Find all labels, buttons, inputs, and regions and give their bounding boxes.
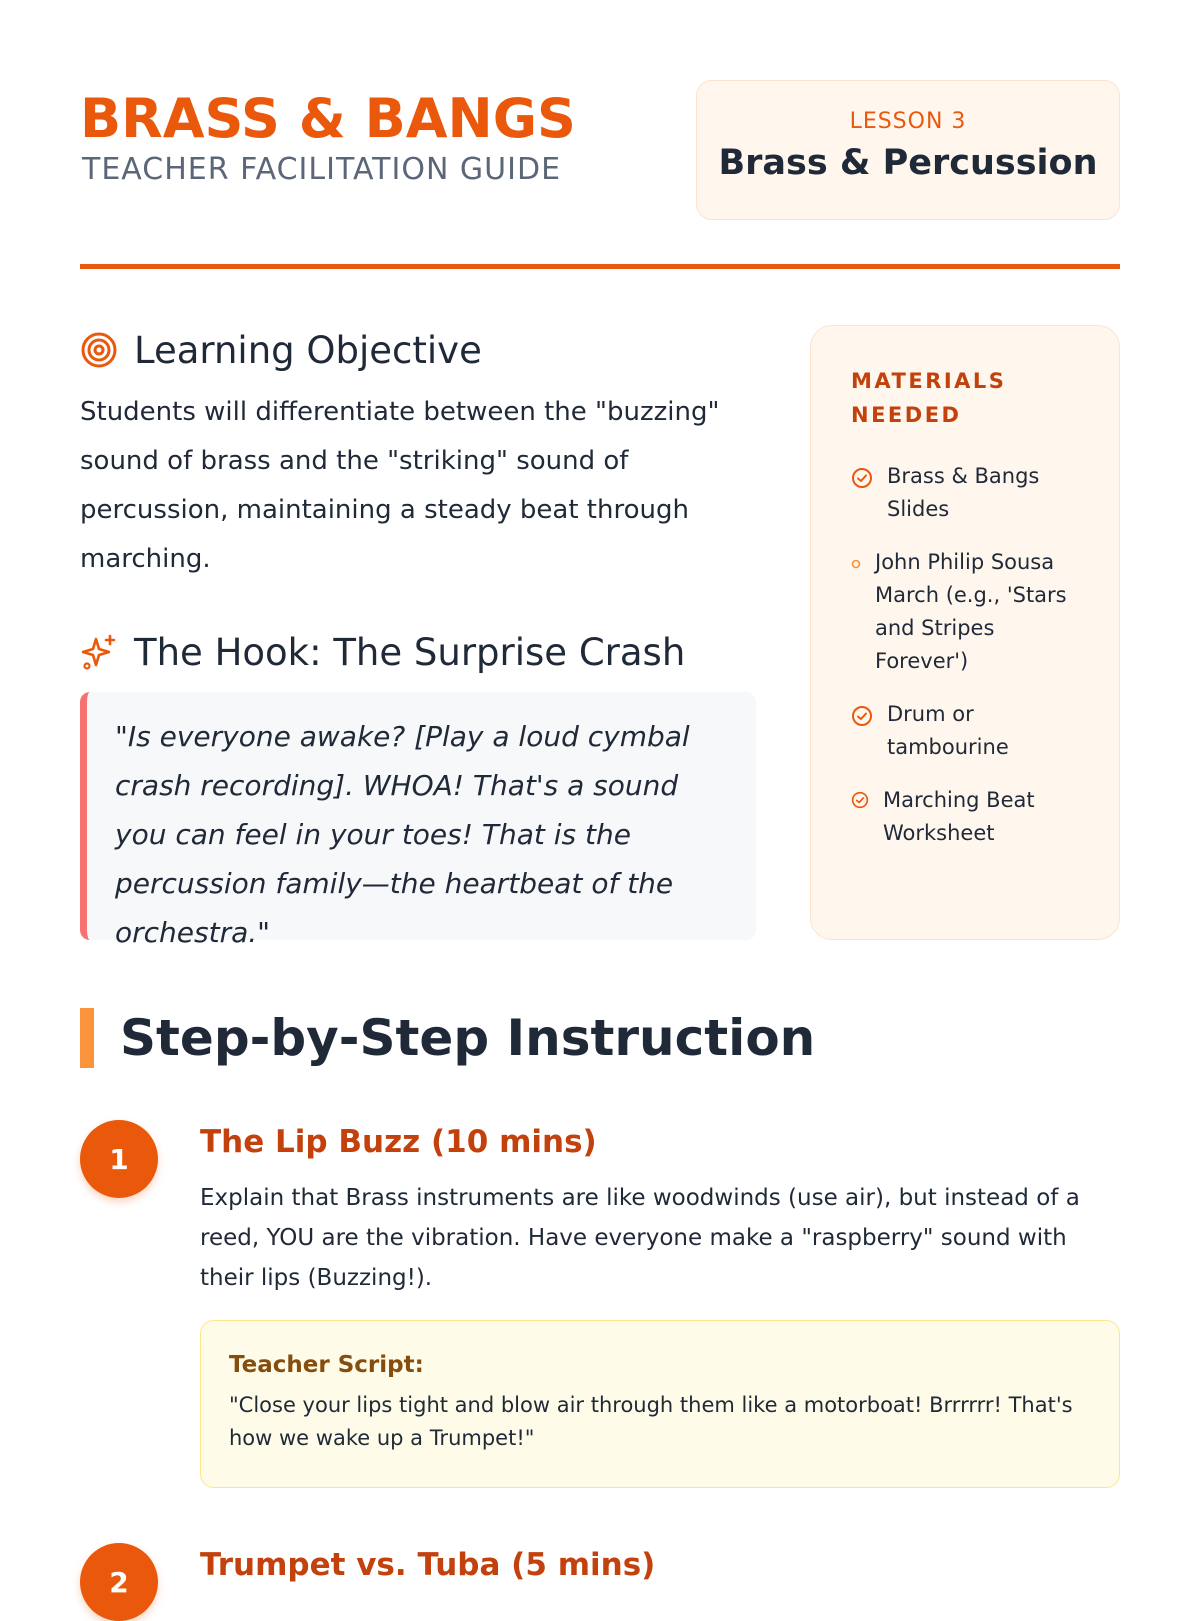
objective-heading-row bbox=[80, 326, 482, 374]
step-text: Explain that Brass instruments are like woodwinds (use air), but instead of a reed, YOU are the vibration. Have everyone make a "raspberry" sound with their lips (Buzzing!). bbox=[200, 1185, 1080, 1291]
step-number-badge: 2 bbox=[80, 1543, 158, 1621]
list-item bbox=[851, 698, 1089, 764]
hook-heading: The Hook: The Surprise Crash bbox=[134, 630, 686, 674]
list-item bbox=[851, 546, 1089, 678]
hook-quote-box bbox=[80, 692, 756, 949]
material-label: Brass & Bangs Slides bbox=[887, 464, 1040, 521]
materials-list bbox=[851, 460, 1089, 850]
material-label: John Philip Sousa March (e.g., 'Stars and Stripes Forever') bbox=[875, 550, 1067, 673]
objective-text: Students will differentiate between the "buzzing" sound of brass and the "striking" sound of percussion, maintaining a steady beat through marching. bbox=[80, 397, 720, 574]
brand-title: BRASS & BANGS bbox=[80, 87, 576, 150]
materials-card bbox=[810, 325, 1120, 940]
list-item bbox=[851, 784, 1089, 850]
material-label: Drum or tambourine bbox=[887, 702, 1009, 759]
objective-heading: Learning Objective bbox=[134, 328, 482, 372]
dot-icon bbox=[851, 553, 861, 575]
hook-quote: "Is everyone awake? [Play a loud cymbal crash recording]. WHOA! That's a sound you can feel in your toes! That is the percussion family—the heartbeat of the orchestra." bbox=[115, 720, 690, 949]
lesson-card bbox=[696, 80, 1120, 220]
step-title: Trumpet vs. Tuba (5 mins) bbox=[200, 1547, 656, 1583]
steps-accent-bar bbox=[80, 1008, 94, 1068]
brand-subtitle: TEACHER FACILITATION GUIDE bbox=[82, 152, 562, 187]
sparkles-icon bbox=[80, 633, 118, 671]
list-item bbox=[851, 460, 1089, 526]
check-circle-icon bbox=[851, 467, 873, 489]
target-icon bbox=[80, 331, 118, 369]
header-divider bbox=[80, 264, 1120, 269]
steps-heading: Step-by-Step Instruction bbox=[120, 1009, 816, 1067]
script-text: "Close your lips tight and blow air through them like a motorboat! Brrrrrr! That's how we wake up a Trumpet!" bbox=[229, 1393, 1073, 1450]
lesson-number: LESSON 3 bbox=[849, 109, 967, 134]
materials-heading: MATERIALS NEEDED bbox=[851, 369, 1007, 427]
step-body bbox=[200, 1120, 1120, 1488]
step-body bbox=[200, 1543, 1120, 1585]
check-circle-icon bbox=[851, 705, 873, 727]
step-number-badge: 1 bbox=[80, 1120, 158, 1198]
header bbox=[80, 80, 1120, 230]
steps-heading-row bbox=[80, 1008, 815, 1068]
hook-heading-row bbox=[80, 628, 685, 676]
script-label: Teacher Script: bbox=[229, 1352, 424, 1378]
lesson-title: Brass & Percussion bbox=[718, 143, 1098, 183]
teacher-script-box bbox=[200, 1320, 1120, 1488]
check-circle-icon bbox=[851, 791, 869, 809]
step-title: The Lip Buzz (10 mins) bbox=[200, 1124, 597, 1160]
material-label: Marching Beat Worksheet bbox=[883, 788, 1035, 845]
